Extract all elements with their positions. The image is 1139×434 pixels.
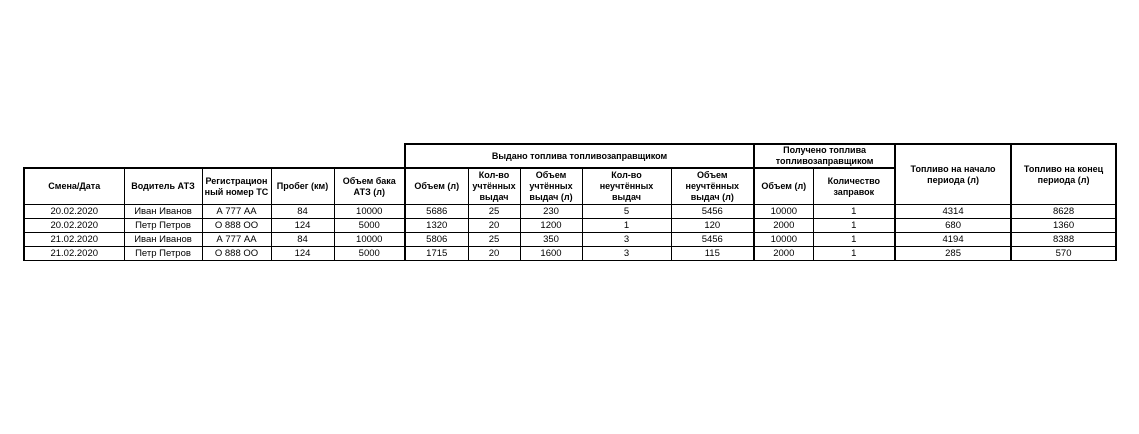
cell-issued-volume: 5686 xyxy=(405,205,468,219)
cell-issued-counted-qty: 20 xyxy=(468,219,520,233)
cell-issued-uncounted-volume: 120 xyxy=(671,219,754,233)
header-reg-number: Регистрацион ный номер ТС xyxy=(202,168,271,205)
cell-driver: Петр Петров xyxy=(124,247,202,261)
cell-driver: Иван Иванов xyxy=(124,233,202,247)
header-received-refuel-count: Количество заправок xyxy=(813,168,895,205)
cell-driver: Иван Иванов xyxy=(124,205,202,219)
cell-issued-counted-qty: 25 xyxy=(468,233,520,247)
cell-issued-uncounted-volume: 5456 xyxy=(671,233,754,247)
cell-received-refuel-count: 1 xyxy=(813,233,895,247)
cell-mileage: 124 xyxy=(271,219,334,233)
header-mileage: Пробег (км) xyxy=(271,168,334,205)
cell-issued-uncounted-volume: 115 xyxy=(671,247,754,261)
header-tank-volume: Объем бака АТЗ (л) xyxy=(334,168,405,205)
table-row xyxy=(24,247,1116,261)
cell-tank-volume: 5000 xyxy=(334,219,405,233)
cell-reg-number: А 777 АА xyxy=(202,205,271,219)
header-issued-counted-volume: Объем учтённых выдач (л) xyxy=(520,168,582,205)
cell-fuel-end: 8388 xyxy=(1011,233,1116,247)
cell-mileage: 124 xyxy=(271,247,334,261)
cell-issued-counted-volume: 230 xyxy=(520,205,582,219)
cell-reg-number: А 777 АА xyxy=(202,233,271,247)
cell-received-volume: 10000 xyxy=(754,205,813,219)
header-fuel-start: Топливо на начало периода (л) xyxy=(895,144,1011,205)
cell-tank-volume: 10000 xyxy=(334,205,405,219)
header-driver: Водитель АТЗ xyxy=(124,168,202,205)
cell-received-volume: 10000 xyxy=(754,233,813,247)
cell-issued-counted-volume: 1200 xyxy=(520,219,582,233)
cell-fuel-start: 4314 xyxy=(895,205,1011,219)
cell-mileage: 84 xyxy=(271,233,334,247)
cell-fuel-start: 285 xyxy=(895,247,1011,261)
cell-received-refuel-count: 1 xyxy=(813,247,895,261)
cell-tank-volume: 5000 xyxy=(334,247,405,261)
cell-fuel-start: 680 xyxy=(895,219,1011,233)
cell-issued-counted-volume: 1600 xyxy=(520,247,582,261)
cell-shift-date: 20.02.2020 xyxy=(24,219,124,233)
cell-shift-date: 21.02.2020 xyxy=(24,233,124,247)
cell-issued-counted-qty: 25 xyxy=(468,205,520,219)
cell-reg-number: О 888 ОО xyxy=(202,247,271,261)
cell-shift-date: 21.02.2020 xyxy=(24,247,124,261)
cell-reg-number: О 888 ОО xyxy=(202,219,271,233)
header-issued-group: Выдано топлива топливозаправщиком xyxy=(405,144,754,168)
cell-issued-uncounted-qty: 3 xyxy=(582,233,671,247)
cell-received-volume: 2000 xyxy=(754,247,813,261)
cell-fuel-end: 570 xyxy=(1011,247,1116,261)
cell-issued-uncounted-qty: 5 xyxy=(582,205,671,219)
cell-issued-counted-volume: 350 xyxy=(520,233,582,247)
cell-received-refuel-count: 1 xyxy=(813,205,895,219)
cell-driver: Петр Петров xyxy=(124,219,202,233)
fuel-report-table xyxy=(23,143,1117,261)
cell-issued-volume: 5806 xyxy=(405,233,468,247)
cell-received-volume: 2000 xyxy=(754,219,813,233)
cell-issued-volume: 1715 xyxy=(405,247,468,261)
cell-shift-date: 20.02.2020 xyxy=(24,205,124,219)
cell-issued-uncounted-qty: 3 xyxy=(582,247,671,261)
header-received-group: Получено топлива топливозаправщиком xyxy=(754,144,895,168)
table-row xyxy=(24,205,1116,219)
cell-fuel-end: 8628 xyxy=(1011,205,1116,219)
cell-mileage: 84 xyxy=(271,205,334,219)
header-received-volume: Объем (л) xyxy=(754,168,813,205)
cell-issued-uncounted-volume: 5456 xyxy=(671,205,754,219)
table-row xyxy=(24,233,1116,247)
cell-issued-volume: 1320 xyxy=(405,219,468,233)
header-issued-uncounted-qty: Кол-во неучтённых выдач xyxy=(582,168,671,205)
header-issued-volume: Объем (л) xyxy=(405,168,468,205)
header-blank xyxy=(24,144,405,168)
cell-tank-volume: 10000 xyxy=(334,233,405,247)
header-fuel-end: Топливо на конец периода (л) xyxy=(1011,144,1116,205)
cell-fuel-end: 1360 xyxy=(1011,219,1116,233)
group-header-row xyxy=(24,144,1116,168)
cell-issued-uncounted-qty: 1 xyxy=(582,219,671,233)
header-issued-counted-qty: Кол-во учтённых выдач xyxy=(468,168,520,205)
header-shift-date: Смена/Дата xyxy=(24,168,124,205)
table-row xyxy=(24,219,1116,233)
cell-received-refuel-count: 1 xyxy=(813,219,895,233)
cell-issued-counted-qty: 20 xyxy=(468,247,520,261)
header-issued-uncounted-volume: Объем неучтённых выдач (л) xyxy=(671,168,754,205)
cell-fuel-start: 4194 xyxy=(895,233,1011,247)
